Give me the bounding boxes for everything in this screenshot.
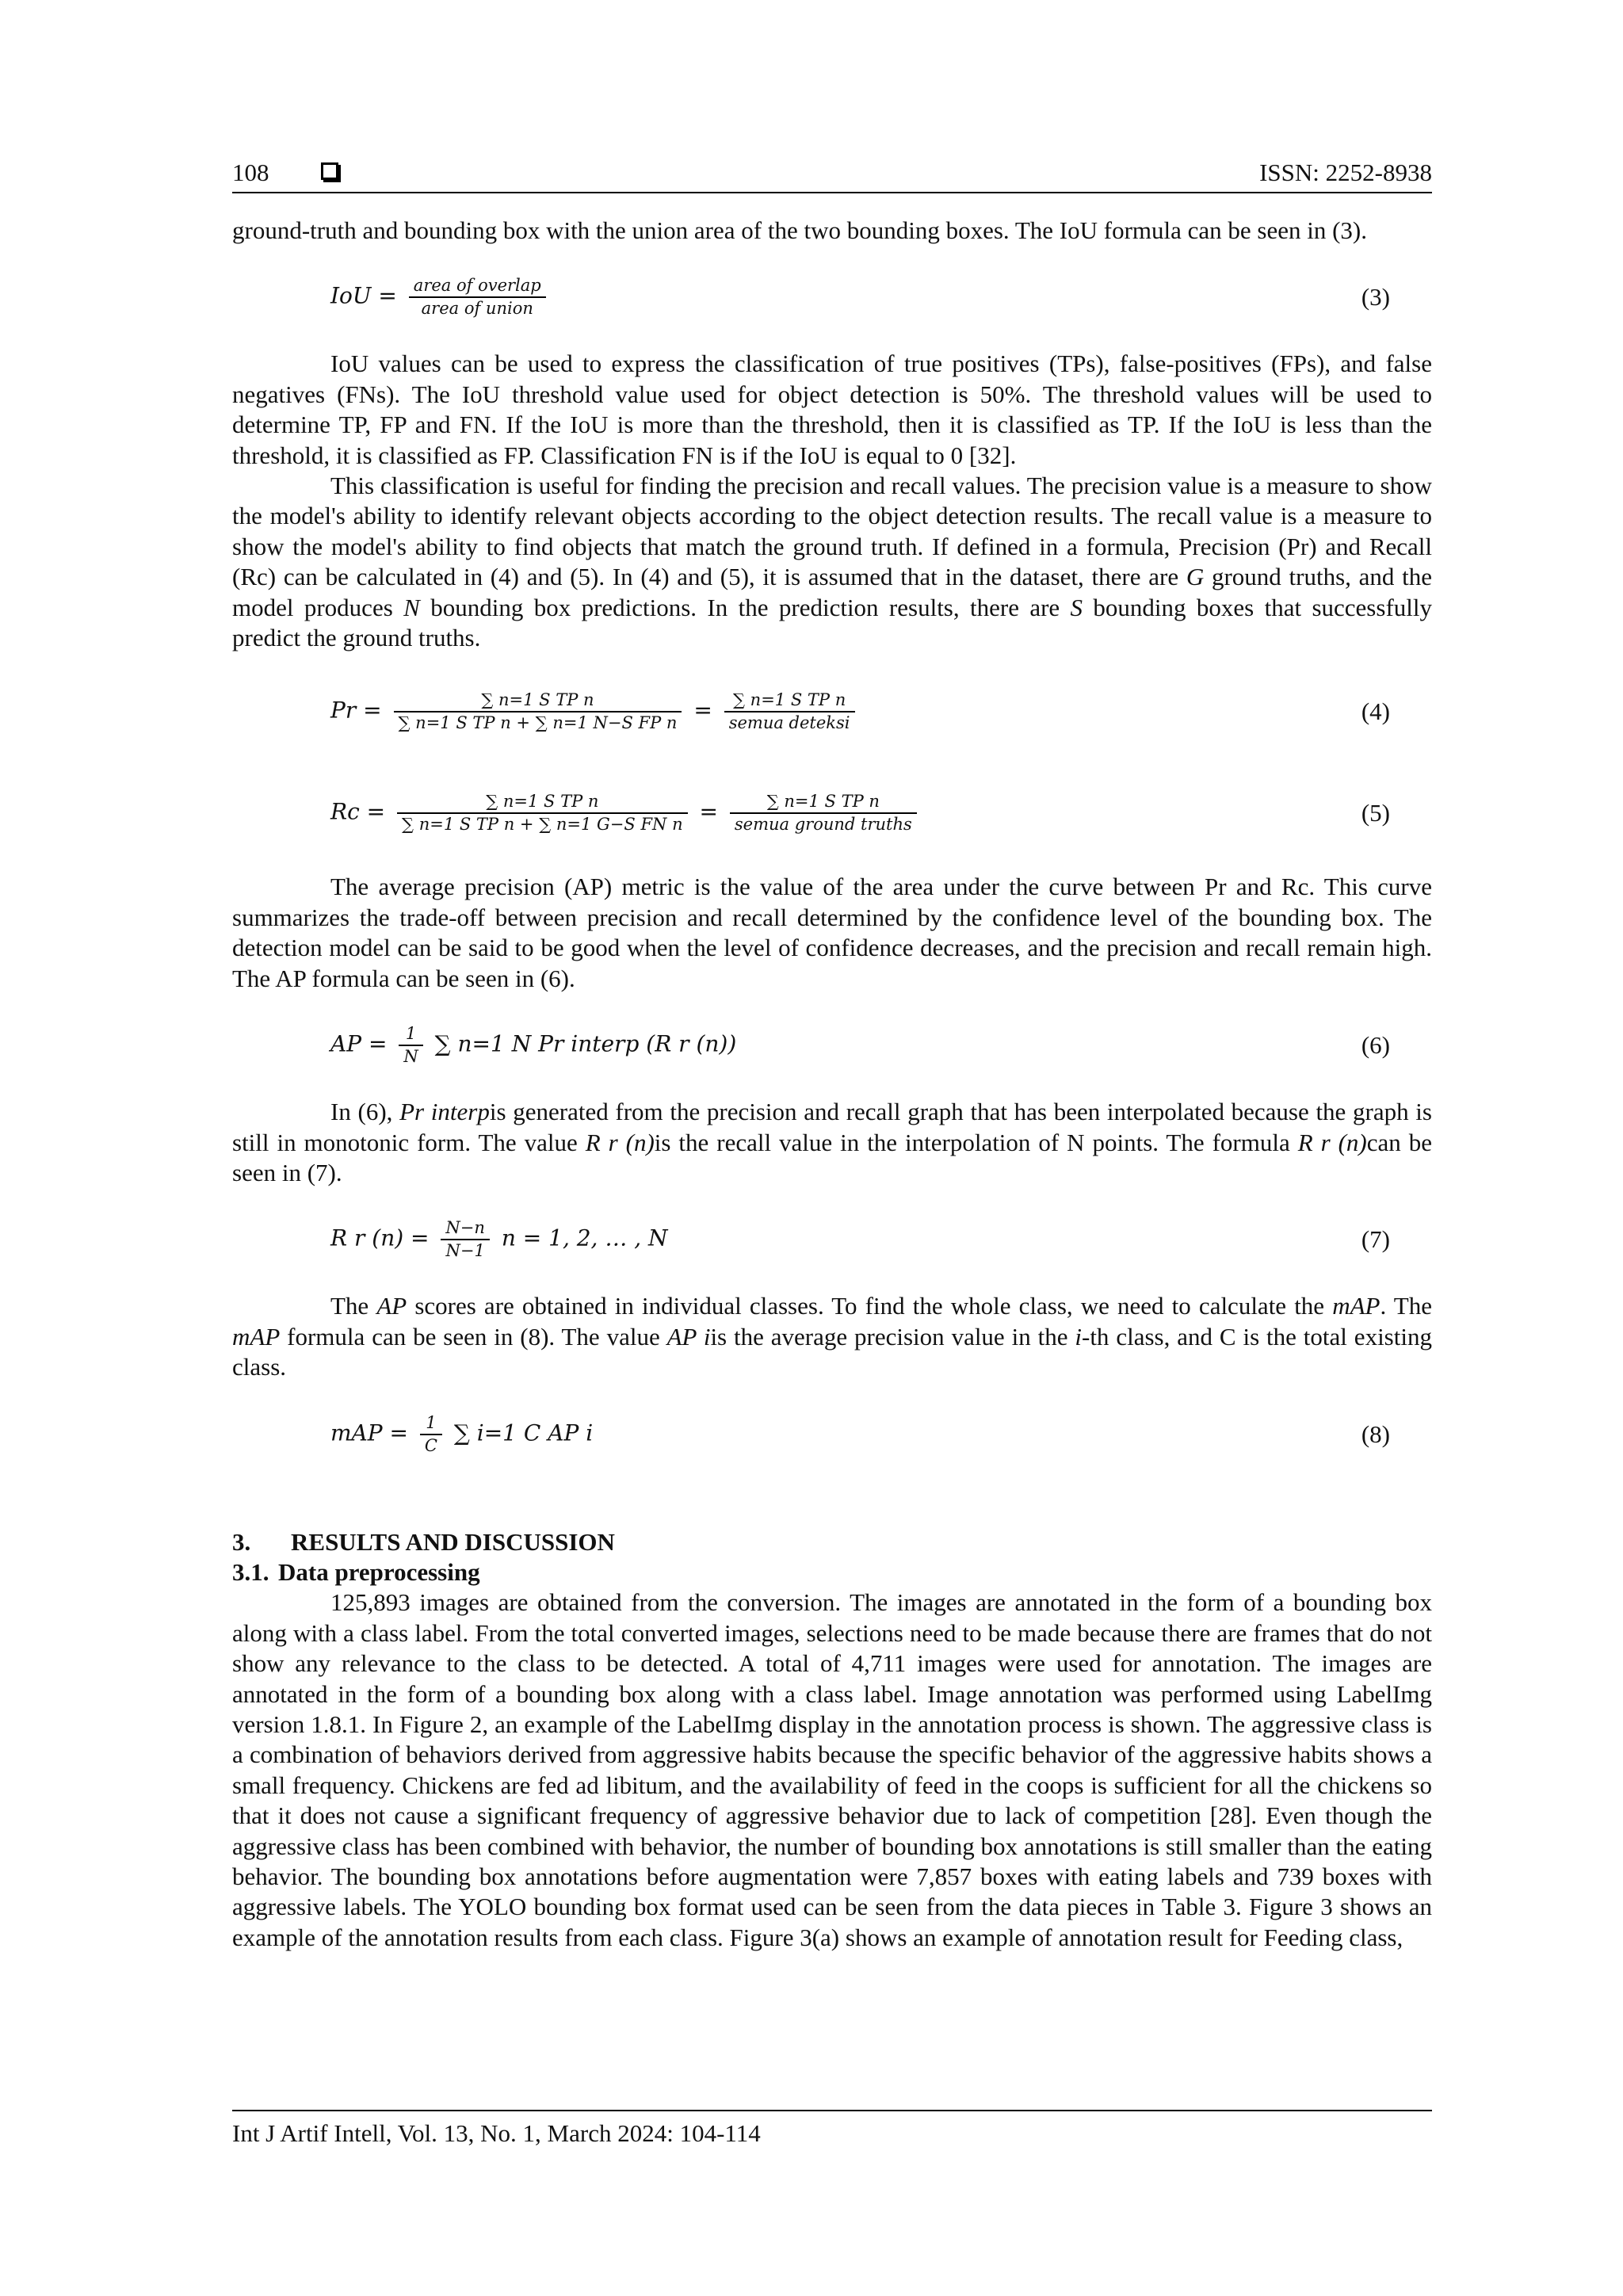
equation-7 — [232, 1209, 1432, 1270]
eq4-denominator-1: ∑ n=1 S TP n + ∑ n=1 N−S FP n — [398, 713, 678, 733]
page-number: 108 — [232, 159, 269, 186]
paragraph-iou-classification: IoU values can be used to express the classification of true positives (TPs), false-positives (FPs), and false negatives (FNs). The IoU threshold value used for object detection is 50%. The threshold values will be used to determine TP, FP and FN. If the IoU is more than the threshold, then it is classified as TP. If the IoU is less than the threshold, it is classified as FP. Classification FN is if the IoU is equal to 0 [32]. — [232, 350, 1432, 469]
eq5-numerator-1: ∑ n=1 S TP n — [397, 791, 688, 814]
equation-6 — [232, 1014, 1432, 1076]
eq7-lhs: R r (n) = — [330, 1224, 430, 1251]
eq8-label: (8) — [1361, 1419, 1390, 1448]
section-heading-3-1: 3.1. Data preprocessing — [232, 1557, 480, 1586]
main-text — [232, 216, 1432, 1953]
eq8-frac-den: C — [424, 1435, 437, 1455]
eq4-denominator-2: semua deteksi — [728, 713, 850, 733]
paragraph-map: The AP scores are obtained in individual classes. To find the whole class, we need to calculate the mAP. The mAP formula can be seen in (8). The value AP iis the average precision value in the i-th class, and C is the total existing class. — [232, 1292, 1432, 1381]
paragraph-iou-intro: ground-truth and bounding box with the union area of the two bounding boxes. The IoU formula can be seen in (3). — [232, 216, 1367, 244]
eq8-lhs: mAP = — [330, 1419, 408, 1446]
eq7-numerator: N−n — [441, 1217, 490, 1240]
eq5-denominator-2: semua ground truths — [734, 815, 912, 835]
eq7-denominator: N−1 — [445, 1241, 485, 1261]
paragraph-interpolation: In (6), Pr interpis generated from the precision and recall graph that has been interpolated because the graph is still in monotonic form. The value R r (n)is the recall value in the interpolation of N points. The formula R r (n)can be seen in (7). — [232, 1098, 1432, 1186]
paragraph-data-preprocessing: 125,893 images are obtained from the conversion. The images are annotated in the form of a bounding box along with a class label. From the total converted images, selections need to be made because there are frames that do not show any relevance to the class to be detected. A total of 4,711 images were used for annotation. The images are annotated in the form of a bounding box along with a class label. Image annotation was performed using LabelImg version 1.8.1. In Figure 2, an example of the LabelImg display in the annotation process is shown. The aggressive class is a combination of behaviors derived from aggressive habits because the specific behavior of the aggressive habits shows a small frequency. Chickens are fed ad libitum, and the availability of feed in the coops is sufficient for all the chickens so that it does not cause a significant frequency of aggressive behavior due to lack of competition [28]. Even though the aggressive class has been combined with behavior, the number of bounding box annotations is still smaller than the eating behavior. The bounding box annotations before augmentation were 7,857 boxes with eating labels and 739 boxes with aggressive labels. The YOLO bounding box format used can be seen from the data pieces in Table 3. Figure 3 shows an example of the annotation results from each class. Figure 3(a) shows an example of annotation result for Feeding class, — [232, 1588, 1432, 1951]
eq7-rhs: n = 1, 2, … , N — [501, 1224, 668, 1251]
footer-citation: Int J Artif Intell, Vol. 13, No. 1, March 2024: 104-114 — [232, 2119, 761, 2147]
eq6-lhs: AP = — [330, 1030, 388, 1057]
eq4-numerator-1: ∑ n=1 S TP n — [394, 690, 682, 712]
eq6-label: (6) — [1361, 1030, 1390, 1059]
eq6-frac-den: N — [403, 1047, 418, 1067]
eq4-lhs: Pr = — [330, 697, 382, 724]
eq8-frac-num: 1 — [420, 1412, 442, 1435]
eq5-lhs: Rc = — [330, 798, 386, 825]
eq8-body: AP i — [548, 1419, 594, 1446]
section-heading-3: 3. RESULTS AND DISCUSSION — [232, 1527, 615, 1556]
eq3-denominator: area of union — [421, 299, 533, 319]
eq5-label: (5) — [1361, 799, 1390, 827]
inline-rr-n-2: R r (n) — [1297, 1128, 1367, 1156]
eq3-numerator: area of overlap — [409, 275, 546, 298]
equation-4: Pr = $\frac{\text{∑ n=1 S TP n}}{\text{∑ n=1 S TP n + ∑ n=1 N−S FP n}}$ = $\frac{\text{∑ n=1 S TP n}}{\text{semua deteksi}}$ (4) — [330, 690, 1390, 733]
eq6-sum: ∑ n=1 N — [434, 1030, 532, 1057]
eq4-label: (4) — [1361, 697, 1390, 726]
equation-8 — [232, 1404, 1432, 1465]
eq5-denominator-1: ∑ n=1 S TP n + ∑ n=1 G−S FN n — [402, 815, 683, 835]
paragraph-precision-recall: This classification is useful for finding the precision and recall values. The precision value is a measure to show the model's ability to identify relevant objects according to the object detection results. The recall value is a measure to show the model's ability to find objects that match the ground truth. If defined in a formula, Precision (Pr) and Recall (Rc) can be calculated in (4) and (5). In (4) and (5), it is assumed that in the dataset, there are G ground truths, and the model produces N bounding box predictions. In the prediction results, there are S bounding boxes that successfully predict the ground truths. — [232, 472, 1433, 652]
equation-5: Rc = $\frac{\text{∑ n=1 S TP n}}{\text{∑ n=1 S TP n + ∑ n=1 G−S FN n}}$ = $\frac{\text{∑ n=1 S TP n}}{\text{semua ground truths}}$ (5) — [330, 792, 1390, 835]
eq6-body: Pr interp (R r (n)) — [538, 1030, 737, 1057]
issn: ISSN: 2252-8938 — [1259, 159, 1432, 186]
eq3-label: (3) — [1361, 283, 1390, 311]
eq4-numerator-2: ∑ n=1 S TP n — [724, 690, 855, 712]
inline-pr-interp: Pr interp — [399, 1098, 490, 1126]
eq6-frac-num: 1 — [399, 1023, 422, 1046]
header-box-icon — [321, 162, 338, 180]
paragraph-average-precision: The average precision (AP) metric is the value of the area under the curve between Pr and Rc. This curve summarizes the trade-off between precision and recall determined by the confidence level of the bounding box. The detection model can be said to be good when the level of confidence decreases, and the precision and recall remain high. The AP formula can be seen in (6). — [232, 873, 1432, 992]
equation-3 — [232, 266, 1432, 328]
eq8-sum: ∑ i=1 C — [453, 1419, 541, 1446]
eq7-label: (7) — [1361, 1225, 1390, 1254]
eq3-lhs: IoU = — [330, 282, 397, 309]
page-footer — [232, 2110, 1432, 2148]
eq5-numerator-2: ∑ n=1 S TP n — [730, 791, 917, 814]
page-header — [232, 159, 1432, 193]
inline-ap-i: AP i — [666, 1322, 711, 1350]
inline-rr-n: R r (n) — [585, 1128, 655, 1156]
